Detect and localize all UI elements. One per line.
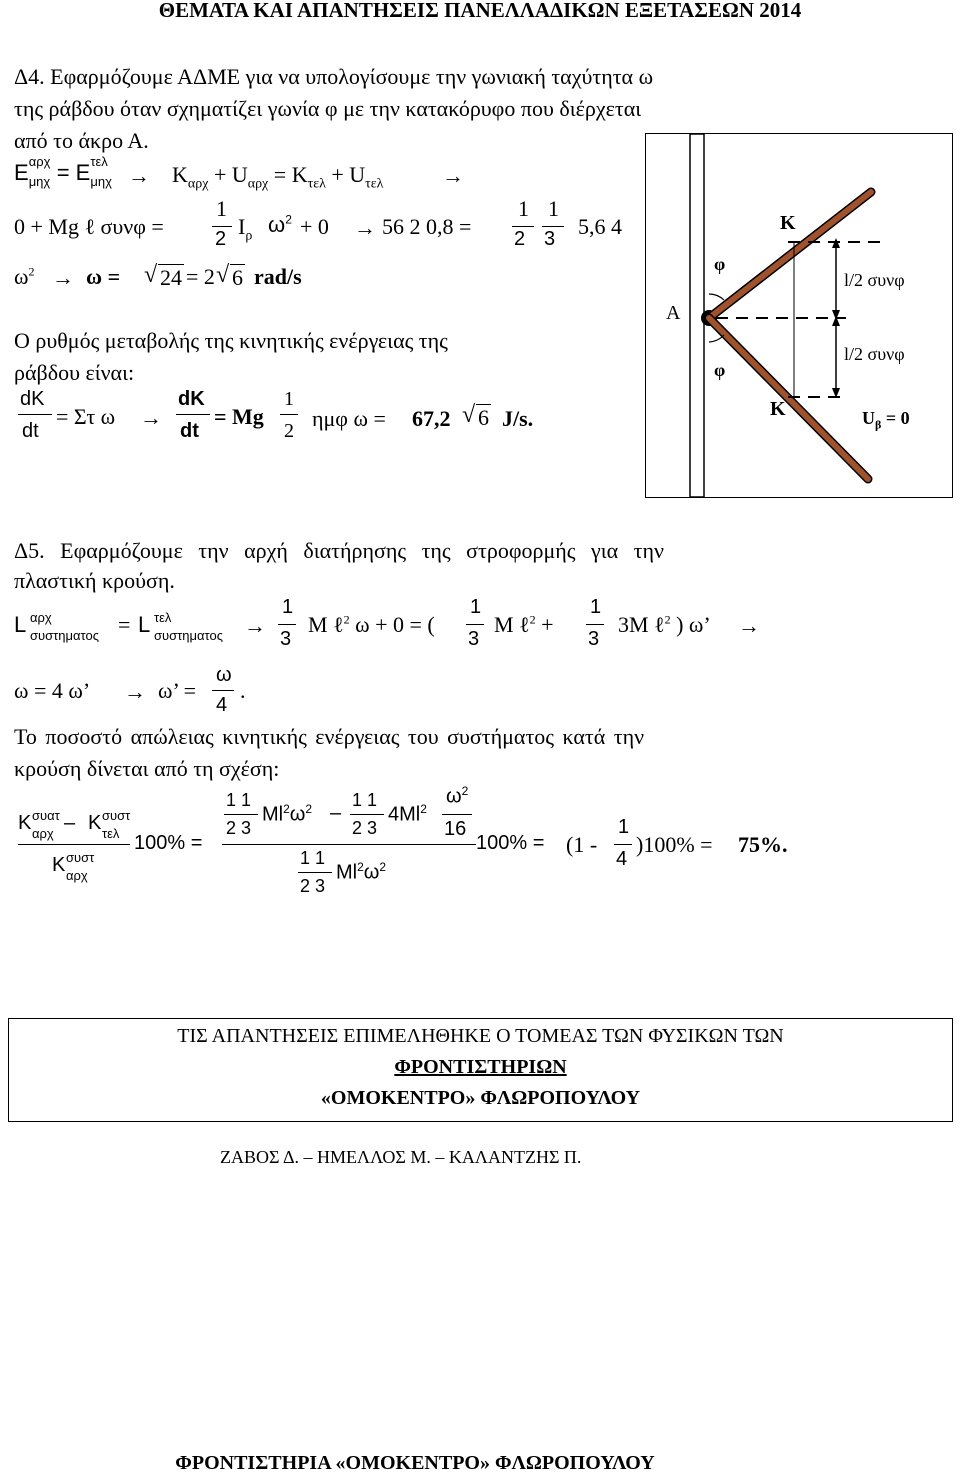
credits-line-2: ΦΡΟΝΤΙΣΤΗΡΙΩΝ (394, 1056, 567, 1078)
frac-num: 1 (518, 196, 529, 221)
d4-line-3: από το άκρο Α. (14, 128, 149, 153)
authors: ΖΑΒΟΣ Δ. – ΗΜΕΛΛΟΣ Μ. – ΚΑΛΑΝΤΖΗΣ Π. (220, 1147, 582, 1167)
root-value: 6 (232, 265, 243, 290)
dK: dK (178, 388, 205, 410)
frac-den: 4 (216, 694, 228, 716)
label-phi-bottom: φ (714, 360, 726, 380)
frac-den: 3 (280, 628, 292, 650)
label-dist-bottom: l/2 συνφ (844, 344, 905, 364)
frac-num: ω (216, 664, 232, 686)
credits-box (8, 1018, 953, 1122)
sub-arch: αρχ (66, 868, 88, 883)
omega-eq-b: = 2 (186, 264, 215, 289)
d5-line-2: πλαστική κρούση. (14, 568, 175, 593)
eq-omega: $\omega^2$ (268, 212, 292, 237)
K-den: K (52, 854, 66, 876)
eq-I: $I_\rho$ (238, 214, 253, 244)
sub-tel: τελ (102, 826, 120, 841)
arrow-icon: → (244, 613, 266, 638)
d4-line-1: Δ4. Εφαρμόζουμε ΑΔΜΕ για να υπολογίσουμε την γωνιακή ταχύτητα ω (14, 64, 654, 89)
minus2: – (330, 802, 342, 824)
frac-den: 3 (544, 228, 556, 250)
frac-den: 2 (514, 228, 526, 250)
energy-eq-rest: $K_{\alpha\rho\chi} + U_{\alpha\rho\chi} = K_{\tau\varepsilon\lambda} + U_{\tau\varepsilon\lambda}$ (172, 162, 384, 192)
sqrt-icon: √ (216, 262, 230, 288)
d5-line-1: Δ5. Εφαρμόζουμε την αρχή διατήρησης της στροφορμής για την (14, 538, 664, 563)
label-k-bottom: K (770, 398, 786, 420)
sup-arch: αρχ (30, 610, 52, 625)
sqrt-icon: √ (462, 402, 476, 428)
L-arch: L (14, 612, 27, 637)
sup-suat: συατ (32, 808, 60, 823)
frac-num: 1 (618, 816, 630, 838)
omega-unit: rad/s (254, 264, 302, 289)
d5-c: M ℓ$^2$ + (494, 612, 554, 637)
w-over: $\omega^2$ (446, 784, 469, 808)
minus: – (64, 812, 76, 834)
eq-value: 56 2 0,8 = (382, 214, 472, 239)
f23: 2 3 (226, 818, 252, 838)
rod-diagram (645, 133, 953, 498)
rod-bottom (709, 318, 868, 479)
frac-num: 1 (590, 596, 602, 618)
frac-num: 1 (282, 596, 294, 618)
K-tel-sust: K (88, 812, 102, 834)
label-ub: $U_\beta = 0$ (862, 408, 910, 432)
dt: dt (22, 420, 39, 442)
Mlw: $Ml^2\omega^2$ (262, 802, 313, 826)
pct: 100% = (134, 832, 203, 854)
sub-sys: συστηματος (154, 628, 223, 643)
f11c: 1 1 (300, 848, 326, 868)
eq-line-2a: 0 + Mg ℓ συνφ = (14, 214, 164, 239)
eq-val2: 5,6 4 (578, 214, 622, 239)
K-arch-sust: K (18, 812, 32, 834)
res-val: 75%. (738, 832, 788, 857)
f23c: 2 3 (300, 876, 326, 896)
d5-a: M ℓ$^2$ ω + 0 = ( (308, 612, 435, 637)
credits-line-3: «ΟΜΟΚΕΝΤΡΟ» ΦΛΩΡΟΠΟΥΛΟΥ (320, 1087, 641, 1109)
label-a: A (666, 302, 681, 324)
rate-b: = Mg (214, 404, 264, 429)
sub-sys: συστηματος (30, 628, 99, 643)
loss-line-2: κρούση δίνεται από τη σχέση: (14, 756, 280, 781)
sup-tel: τελ (154, 610, 172, 625)
arrow-icon: → (52, 265, 74, 290)
omega-sq: $\omega^2$ (14, 264, 35, 289)
w-b: ω’ = (158, 678, 197, 703)
root-value: 24 (160, 265, 182, 290)
frac-den: 2 (215, 228, 227, 250)
rate-a: = Στ ω (56, 404, 116, 429)
w-line: ω = 4 ω’ (14, 678, 91, 703)
credits-line-1: ΤΙΣ ΑΠΑΝΤΗΣΕΙΣ ΕΠΙΜΕΛΗΘΗΚΕ Ο ΤΟΜΕΑΣ ΤΩΝ ΦΥΣΙΚΩΝ ΤΩΝ (177, 1025, 784, 1047)
arrow-icon: → (128, 163, 150, 188)
frac-num: 1 (548, 196, 559, 221)
frac-den: 3 (588, 628, 600, 650)
pct2: 100% = (476, 832, 545, 854)
label-k-top: K (780, 212, 796, 234)
f11: 1 1 (226, 790, 252, 810)
rod-diagram-svg (646, 134, 952, 497)
sixteen: 16 (444, 818, 467, 840)
frac-num: 1 (216, 196, 227, 221)
frac-den: 2 (284, 420, 294, 442)
rod-top (709, 192, 871, 318)
rate-unit: J/s. (502, 406, 534, 431)
frac-num: 1 (284, 388, 294, 410)
page-footer: ΦΡΟΝΤΙΣΤΗΡΙΑ «ΟΜΟΚΕΝΤΡΟ» ΦΛΩΡΟΠΟΥΛΟΥ (175, 1452, 655, 1474)
res-b: )100% = (636, 832, 713, 857)
arrow-icon: → (442, 163, 464, 188)
dK: dK (20, 388, 45, 410)
4Ml: 4Ml$^2$ (388, 802, 427, 826)
dt: dt (180, 420, 199, 442)
rate-val: 67,2 (412, 406, 451, 431)
f23b: 2 3 (352, 818, 378, 838)
arrow-icon: → (124, 679, 146, 704)
rate-line-2: ράβδου είναι: (14, 360, 135, 385)
arrow-icon: → (738, 613, 760, 638)
d5-e: 3M ℓ$^2$ ) ω’ (618, 612, 711, 637)
loss-line-1: Το ποσοστό απώλειας κινητικής ενέργειας του συστήματος κατά την (14, 724, 645, 749)
arrow-icon: → (140, 405, 162, 430)
frac-den: 4 (616, 848, 628, 870)
sqrt-icon: √ (144, 262, 158, 288)
frac-den: 3 (468, 628, 480, 650)
frac-num: 1 (470, 596, 482, 618)
rate-line-1: Ο ρυθμός μεταβολής της κινητικής ενέργειας της (14, 328, 448, 353)
omega-eq: ω = (86, 264, 121, 289)
label-dist-top: l/2 συνφ (844, 270, 905, 290)
L-tel: L (138, 612, 151, 637)
sub-arch: αρχ (32, 826, 54, 841)
rate-c: ημφ ω = (312, 406, 386, 431)
sup-sust: συστ (102, 808, 131, 823)
root-value: 6 (478, 405, 489, 430)
w-dot: . (240, 678, 246, 703)
label-phi-top: φ (714, 254, 726, 274)
page-header: ΘΕΜΑΤΑ ΚΑΙ ΑΠΑΝΤΗΣΕΙΣ ΠΑΝΕΛΛΑΔΙΚΩΝ ΕΞΕΤΑΣΕΩΝ 2014 (158, 0, 802, 22)
f11b: 1 1 (352, 790, 378, 810)
d4-line-2: της ράβδου όταν σχηματίζει γωνία φ με την κατακόρυφο που διέρχεται (14, 96, 642, 121)
eq-plus0: + 0 (300, 214, 329, 239)
arrow-icon: → (354, 215, 376, 240)
sup-sust: συστ (66, 850, 95, 865)
energy-eq: E αρχ μηχ = E τελ μηχ (14, 154, 112, 189)
Mlw-den: $Ml^2\omega^2$ (336, 860, 387, 884)
eq-sign: = (118, 612, 131, 637)
res-a: (1 - (566, 832, 598, 857)
